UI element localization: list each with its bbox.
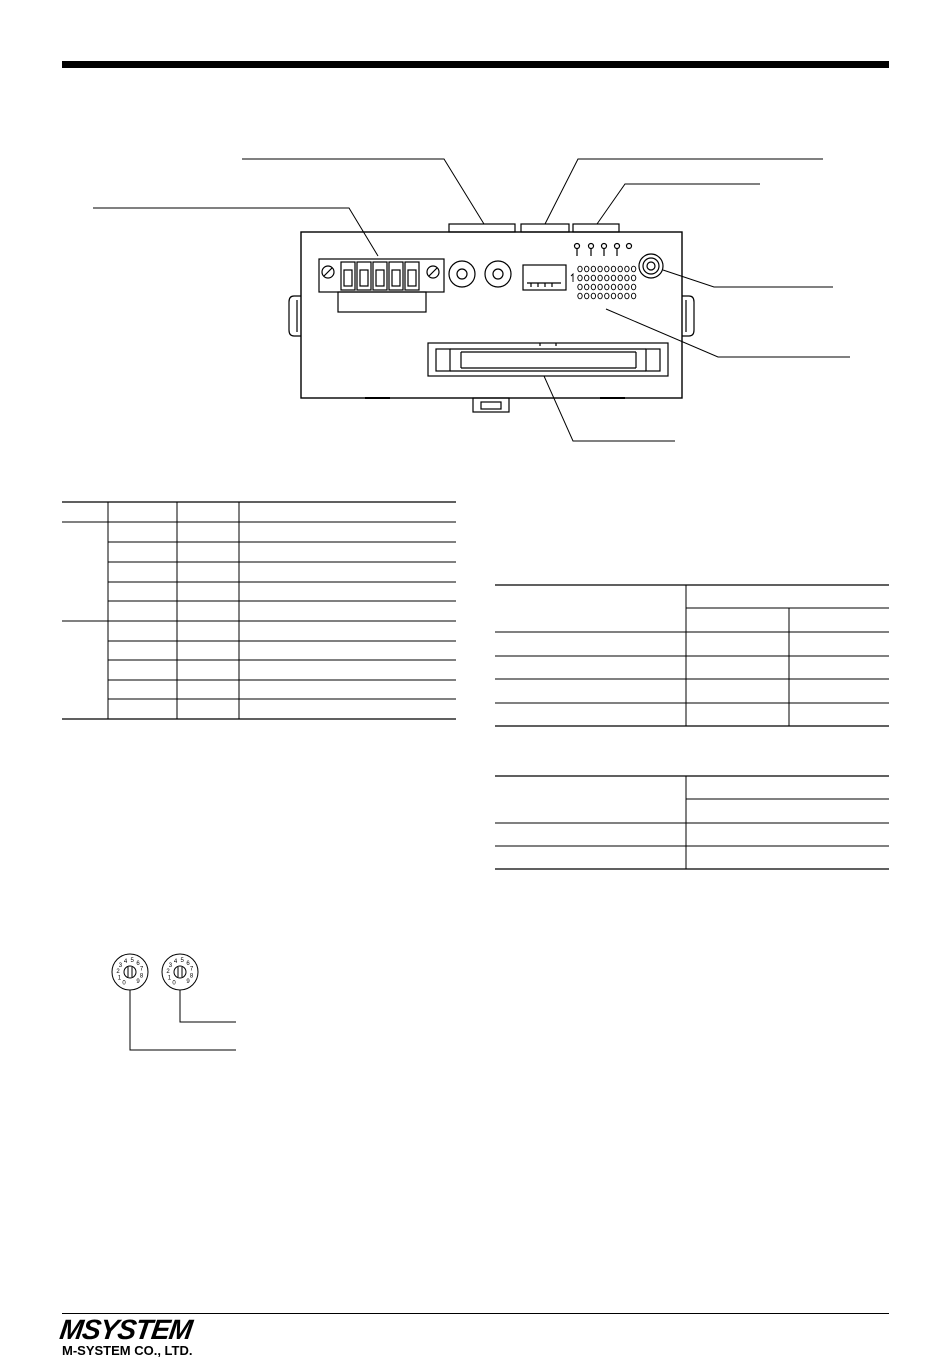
grid-hole [631,293,635,299]
dial-digit: 9 [136,978,140,985]
grid-hole [598,275,602,281]
grid-hole [578,293,582,299]
grid-hole [625,266,629,272]
ventilation-grid [578,266,636,299]
grid-hole [605,284,609,290]
grid-hole [598,284,602,290]
dial-digit: 0 [172,980,176,987]
connector-circle-1 [449,261,475,287]
left-table-grid [62,502,456,719]
grid-hole [611,284,615,290]
top-tab-2 [521,224,569,232]
grid-hole [585,266,589,272]
grid-hole [605,275,609,281]
grid-hole [578,266,582,272]
grid-hole [611,293,615,299]
dial-digit: 7 [139,966,144,973]
grid-hole [618,284,622,290]
dial-digit: 1 [117,975,122,982]
grid-hole [605,293,609,299]
leader-right-switch [180,990,236,1022]
grid-hole [611,275,615,281]
grid-hole [618,293,622,299]
device-housing [301,232,682,398]
dial-digit: 8 [189,973,194,980]
dial-digit: 1 [167,975,172,982]
grid-hole [598,266,602,272]
grid-hole [625,293,629,299]
dial-digit: 0 [122,980,126,987]
grid-hole [618,266,622,272]
grid-hole [598,293,602,299]
leader-lines [93,159,850,441]
dial-digit: 4 [123,958,128,965]
terminal-block [319,259,444,312]
connector-circle-2 [485,261,511,287]
dial-digit: 3 [168,962,173,969]
grid-hole [591,284,595,290]
company-name: M-SYSTEM CO., LTD. [62,1343,193,1358]
grid-hole [578,275,582,281]
dial-digit: 5 [180,958,184,965]
grid-hole [591,266,595,272]
grid-hole [578,284,582,290]
device-front-view [93,159,850,441]
grid-hole [631,284,635,290]
right-table-1-grid [495,585,889,726]
grid-hole [625,284,629,290]
dial-digit: 2 [166,969,170,976]
grid-hole [631,275,635,281]
grid-hole [605,266,609,272]
right-table-2-grid [495,776,889,869]
dial-digit: 7 [189,966,194,973]
dial-digit: 9 [186,978,190,985]
leader-left-switch [130,990,236,1050]
dial-digit: 2 [116,969,120,976]
left-hook [289,296,301,336]
right-hook [682,296,694,336]
top-tab-1 [449,224,515,232]
dial-digit: 6 [186,961,190,968]
grid-hole [618,275,622,281]
grid-hole [625,275,629,281]
dial-digit: 3 [118,962,123,969]
rotary-switches [112,954,236,1050]
dial-digit: 5 [130,958,134,965]
top-tab-3 [573,224,619,232]
dial-digit: 6 [136,961,140,968]
grid-hole [585,293,589,299]
dial-digit: 4 [173,958,178,965]
led-indicators [575,244,632,257]
bottom-latch [473,398,509,412]
grid-hole [585,275,589,281]
dial-digit: 8 [139,973,144,980]
grid-hole [585,284,589,290]
card-slot [428,343,668,376]
brand-logo: MSYSTEM [57,1314,194,1345]
grid-hole [591,293,595,299]
grid-hole [631,266,635,272]
grid-hole [591,275,595,281]
grid-hole [611,266,615,272]
